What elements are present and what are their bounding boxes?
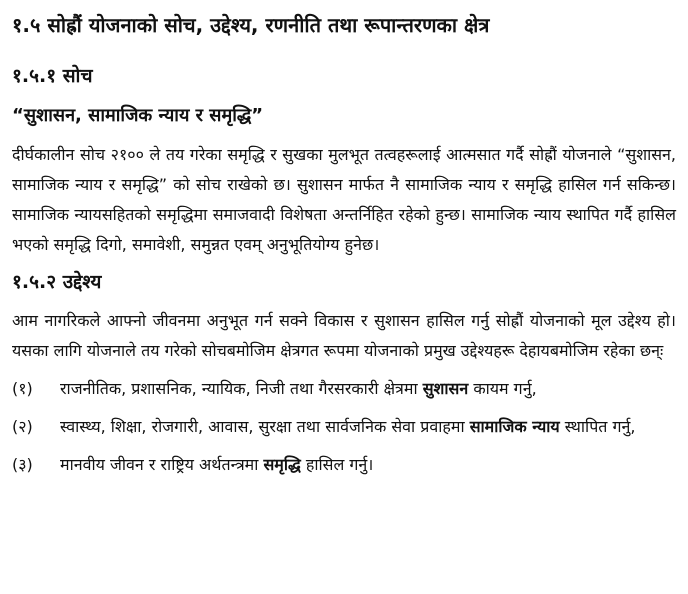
list-item-text-before: स्वास्थ्य, शिक्षा, रोजगारी, आवास, सुरक्षा तथा सार्वजनिक सेवा प्रवाहमा [60, 417, 470, 436]
list-item-text-before: मानवीय जीवन र राष्ट्रिय अर्थतन्त्रमा [60, 455, 264, 474]
objectives-heading: १.५.२ उद्देश्य [12, 271, 102, 293]
list-item-emphasis: समृद्धि [263, 455, 301, 474]
list-item-text-after: कायम गर्नु, [468, 379, 537, 398]
list-item [12, 412, 676, 442]
list-item-number: (३) [12, 455, 33, 474]
list-item-text [60, 374, 676, 404]
vision-heading: १.५.१ सोच [12, 65, 93, 87]
list-item-number: (१) [12, 379, 33, 398]
list-item [12, 374, 676, 404]
list-item-emphasis: सुशासन [422, 379, 469, 398]
objectives-paragraph: आम नागरिकले आफ्नो जीवनमा अनुभूत गर्न सक्ने विकास र सुशासन हासिल गर्नु सोह्रौं योजनाको मूल उद्देश्य हो। यसका लागि योजनाले तय गरेको सोचबमोजिम क्षेत्रगत रूपमा योजनाको प्रमुख उद्देश्यहरू देहायबमोजिम रहेका छन्ः [12, 311, 676, 360]
vision-paragraph: दीर्घकालीन सोच २१०० ले तय गरेका समृद्धि र सुखका मुलभूत तत्वहरूलाई आत्मसात गर्दै सोह्रौं योजनाले “सुशासन, सामाजिक न्याय र समृद्धि” को सोच राखेको छ। सुशासन मार्फत नै सामाजिक न्याय र समृद्धि हासिल गर्न सकिन्छ। सामाजिक न्यायसहितको समृद्धिमा समाजवादी विशेषता अन्तर्निहित रहेको हुन्छ। सामाजिक न्याय स्थापित गर्दै हासिल भएको समृद्धि दिगो, समावेशी, समुन्नत एवम् अनुभूतियोग्य हुनेछ। [12, 145, 676, 254]
objectives-list [12, 374, 676, 480]
vision-quote: “सुशासन, सामाजिक न्याय र समृद्धि” [12, 105, 264, 126]
list-item [12, 450, 676, 480]
list-item-text-before: राजनीतिक, प्रशासनिक, न्यायिक, निजी तथा गैरसरकारी क्षेत्रमा [60, 379, 423, 398]
section-heading: १.५ सोह्रौं योजनाको सोच, उद्देश्य, रणनीति तथा रूपान्तरणका क्षेत्र [12, 13, 490, 37]
list-item-text [60, 412, 676, 442]
list-item-text-after: हासिल गर्नु। [300, 455, 374, 474]
list-item-text [60, 450, 676, 480]
list-item-emphasis: सामाजिक न्याय [469, 417, 560, 436]
list-item-number: (२) [12, 417, 33, 436]
list-item-text-after: स्थापित गर्नु, [559, 417, 636, 436]
